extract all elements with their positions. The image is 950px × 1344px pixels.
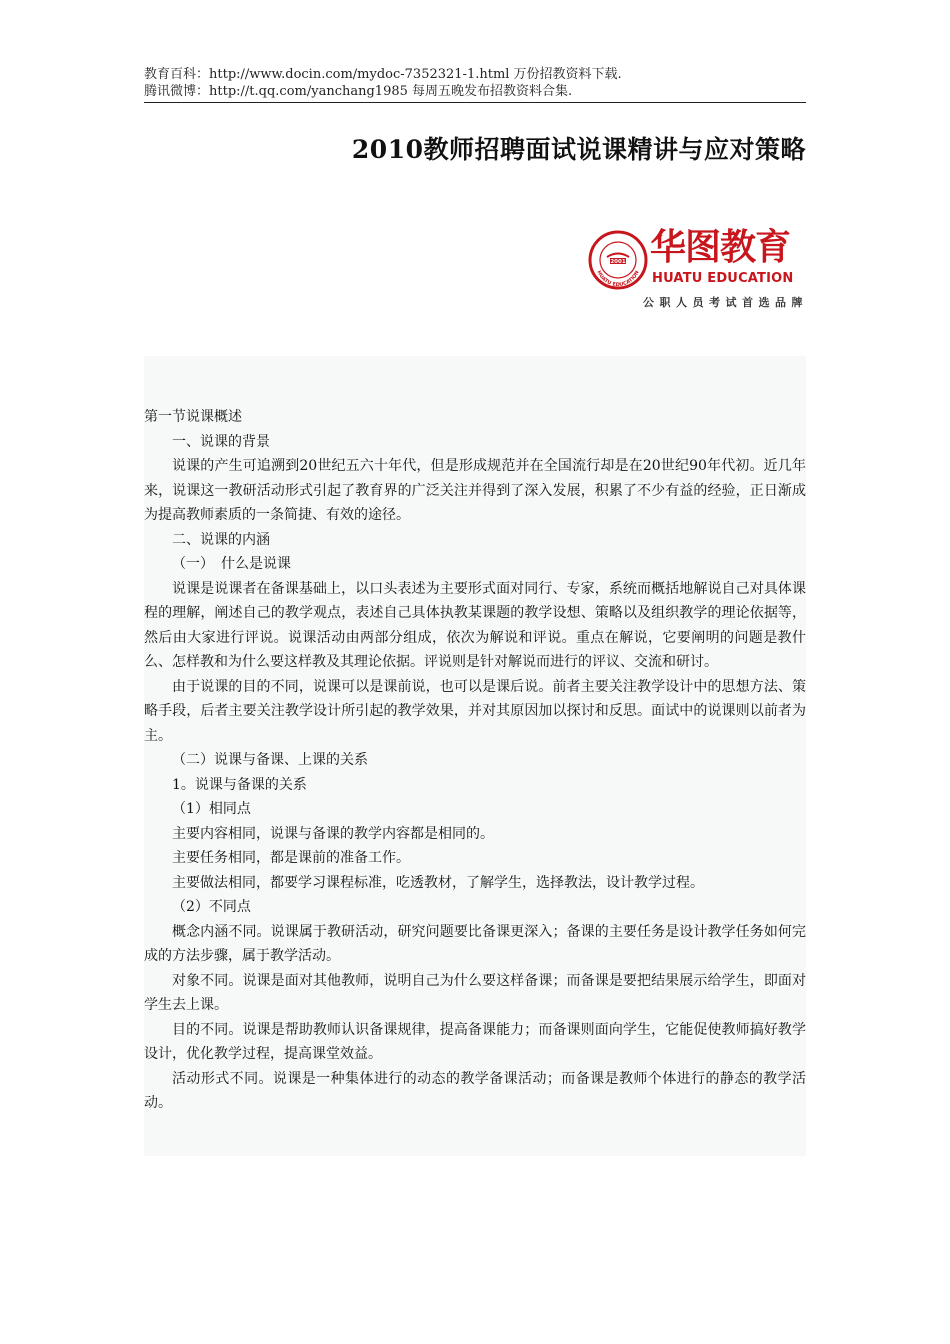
- paragraph: 1。说课与备课的关系: [172, 776, 307, 793]
- header-divider: [144, 102, 806, 103]
- paragraph: 目的不同。说课是帮助教师认识备课规律，提高备课能力；而备课则面向学生，它能促使教师搞好教学设计，优化教学过程，提高课堂效益。: [144, 1021, 806, 1062]
- paragraph: 说课的产生可追溯到20世纪五六十年代，但是形成规范并在全国流行却是在20世纪90年代初。近几年来，说课这一教研活动形式引起了教育界的广泛关注并得到了深入发展，积累了不少有益的经验，正日渐成为提高教师素质的一条简捷、有效的途径。: [144, 458, 806, 523]
- paragraph: 活动形式不同。说课是一种集体进行的动态的教学备课活动；而备课是教师个体进行的静态的教学活动。: [144, 1070, 806, 1111]
- logo-chinese-name: 华图教育: [650, 227, 791, 268]
- paragraph: （二）说课与备课、上课的关系: [172, 752, 368, 768]
- paragraph: 对象不同。说课是面对其他教师，说明自己为什么要这样备课；而备课是要把结果展示给学生，即面对学生去上课。: [144, 972, 806, 1013]
- paragraph: （1）相同点: [172, 801, 251, 817]
- paragraph: 第一节说课概述: [144, 409, 242, 425]
- svg-text:HUATU EDUCATION: [595, 270, 640, 288]
- paragraph: 由于说课的目的不同，说课可以是课前说，也可以是课后说。前者主要关注教学设计中的思想方法、策略手段，后者主要关注教学设计所引起的教学效果，并对其原因加以探讨和反思。面试中的说课则以前者为主。: [144, 678, 806, 744]
- header-line-encyclopedia: 教育百科：http://www.docin.com/mydoc-7352321-1.html 万份招教资料下载.: [144, 67, 622, 82]
- logo-english-name: HUATU EDUCATION: [652, 271, 794, 286]
- article-body: [144, 405, 806, 1116]
- seal-year: 2001: [610, 259, 626, 265]
- paragraph: 概念内涵不同。说课属于教研活动，研究问题要比备课更深入；备课的主要任务是设计教学任务如何完成的方法步骤，属于教学活动。: [144, 923, 806, 964]
- header-line-weibo: 腾讯微博：http://t.qq.com/yanchang1985 每周五晚发布招教资料合集.: [144, 84, 573, 99]
- paragraph: （一） 什么是说课: [172, 556, 291, 572]
- paragraph: 一、说课的背景: [172, 433, 270, 450]
- logo-slogan: 公职人员考试首选品牌: [643, 296, 808, 309]
- paragraph: 主要任务相同，都是课前的准备工作。: [172, 850, 410, 866]
- seal-icon: [588, 230, 648, 290]
- document-title: 2010教师招聘面试说课精讲与应对策略: [351, 135, 806, 164]
- seal-text: HUATU EDUCATION: [595, 269, 641, 289]
- paragraph: 主要内容相同，说课与备课的教学内容都是相同的。: [172, 825, 494, 842]
- paragraph: 主要做法相同，都要学习课程标准，吃透教材，了解学生，选择教法，设计教学过程。: [172, 874, 704, 891]
- paragraph: 说课是说课者在备课基础上，以口头表述为主要形式面对同行、专家，系统而概括地解说自己对具体课程的理解，阐述自己的教学观点，表述自己具体执教某课题的教学设想、策略以及组织教学的理论依据等，然后由大家进行评说。说课活动由两部分组成，依次为解说和评说。重点在解说，它要阐明的问题是教什么、怎样教和为什么要这样教及其理论依据。评说则是针对解说而进行的评议、交流和研讨。: [144, 580, 806, 670]
- paragraph: 二、说课的内涵: [172, 531, 270, 548]
- huatu-logo: [588, 228, 808, 314]
- page-header: [144, 66, 806, 100]
- paragraph: （2）不同点: [172, 899, 251, 915]
